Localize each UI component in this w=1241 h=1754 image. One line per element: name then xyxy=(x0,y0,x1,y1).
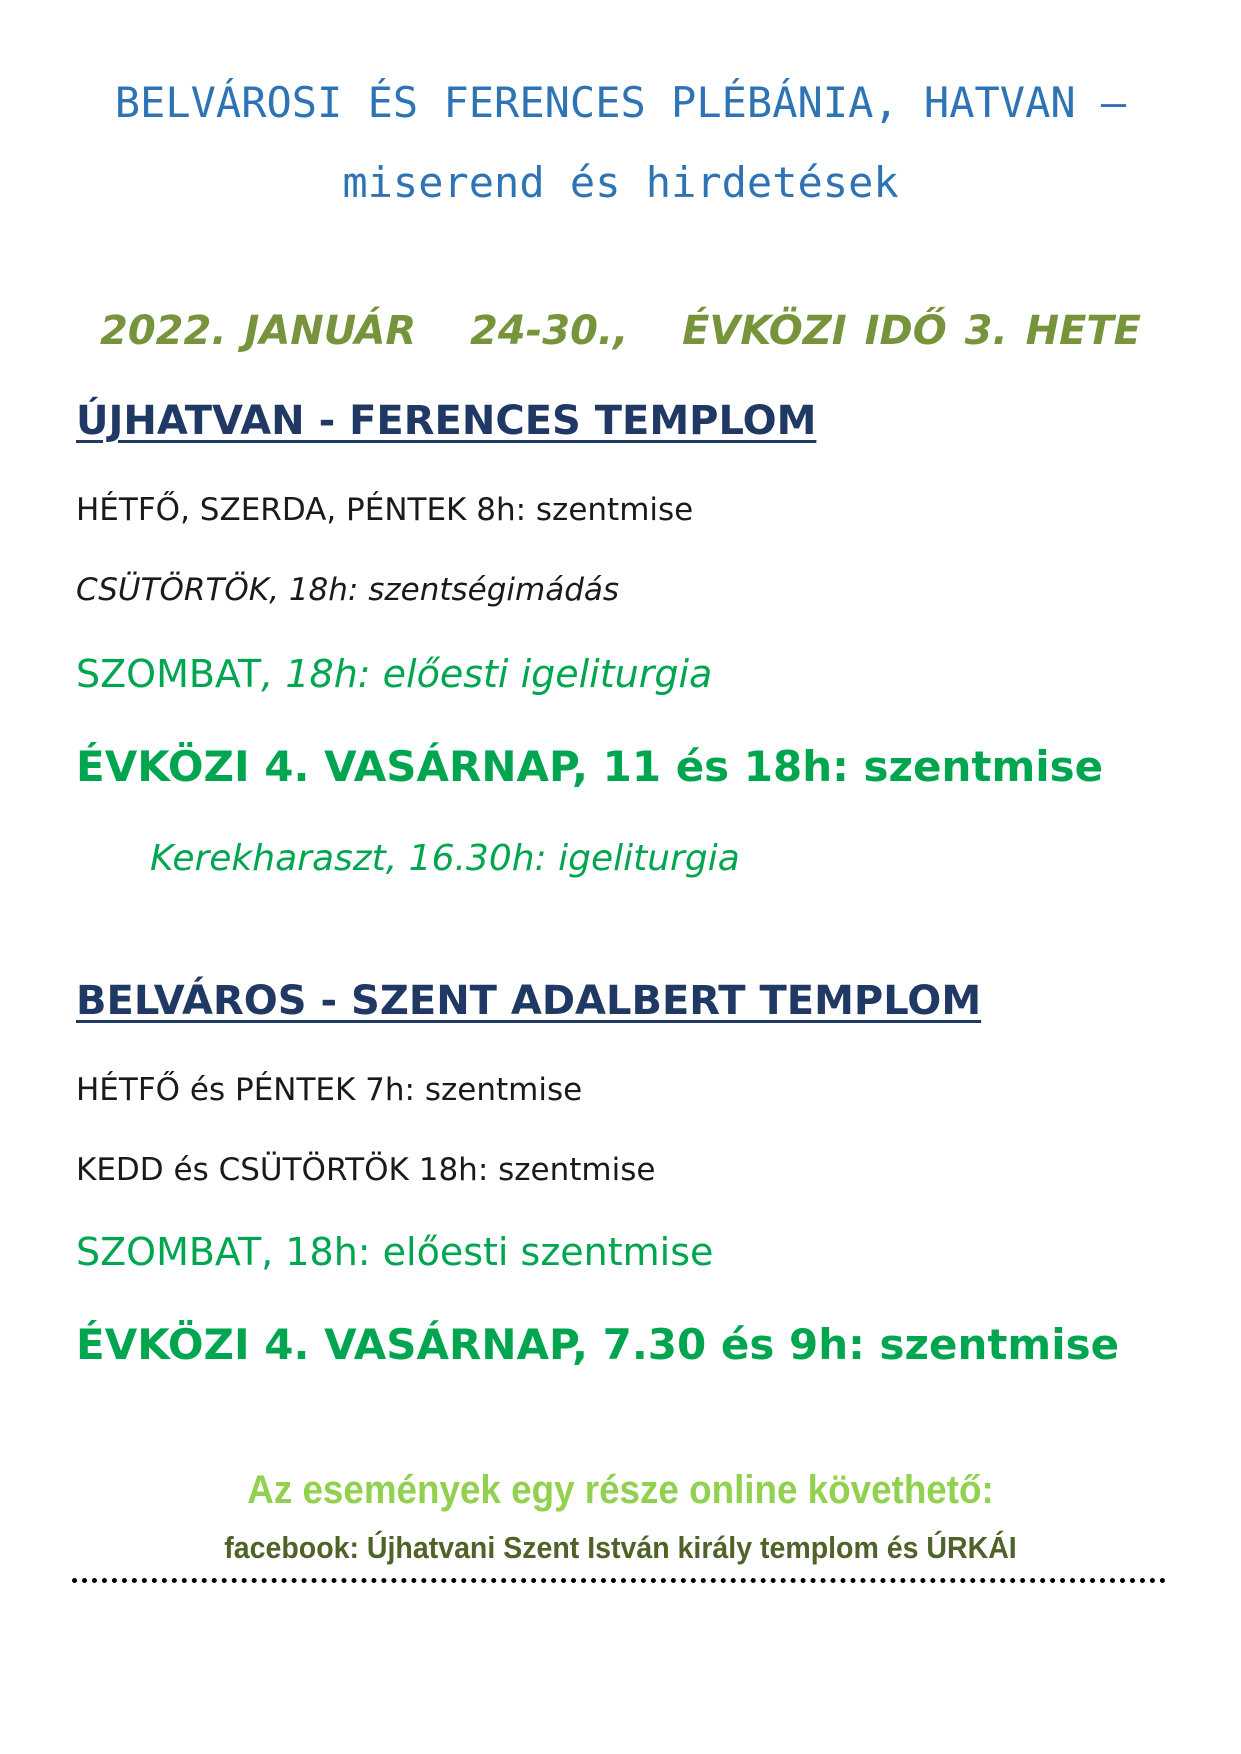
schedule-line-tue-thu: KEDD és CSÜTÖRTÖK 18h: szentmise xyxy=(76,1152,656,1188)
online-notice: Az események egy része online követhető: xyxy=(247,1468,994,1512)
saturday-day-label: SZOMBAT xyxy=(76,652,262,696)
week-heading: 2022. JANUÁR 24-30., ÉVKÖZI IDŐ 3. HETE xyxy=(100,308,1141,354)
schedule-line-mon-fri: HÉTFŐ és PÉNTEK 7h: szentmise xyxy=(76,1072,583,1108)
facebook-notice: facebook: Újhatvani Szent István király templom és ÚRKÁI xyxy=(224,1530,1017,1565)
schedule-line-weekday: HÉTFŐ, SZERDA, PÉNTEK 8h: szentmise xyxy=(76,492,694,528)
section-heading-ujhatvan: ÚJHATVAN - FERENCES TEMPLOM xyxy=(76,398,817,444)
page-title-line-2: miserend és hirdetések xyxy=(342,158,899,207)
schedule-line-thursday: CSÜTÖRTÖK, 18h: szentségimádás xyxy=(76,572,620,608)
dotted-divider xyxy=(72,1578,1166,1583)
section-heading-belvaros: BELVÁROS - SZENT ADALBERT TEMPLOM xyxy=(76,978,982,1024)
schedule-line-sunday: ÉVKÖZI 4. VASÁRNAP, 11 és 18h: szentmise xyxy=(76,742,1104,791)
saturday-detail: , 18h: előesti igeliturgia xyxy=(261,652,713,696)
schedule-line-saturday xyxy=(76,652,712,696)
schedule-line-kerekharaszt: Kerekharaszt, 16.30h: igeliturgia xyxy=(150,838,740,879)
page-title-line-1: BELVÁROSI ÉS FERENCES PLÉBÁNIA, HATVAN – xyxy=(114,78,1127,127)
schedule-line-sunday-2: ÉVKÖZI 4. VASÁRNAP, 7.30 és 9h: szentmise xyxy=(76,1320,1120,1369)
schedule-line-saturday-2: SZOMBAT, 18h: előesti szentmise xyxy=(76,1230,714,1274)
